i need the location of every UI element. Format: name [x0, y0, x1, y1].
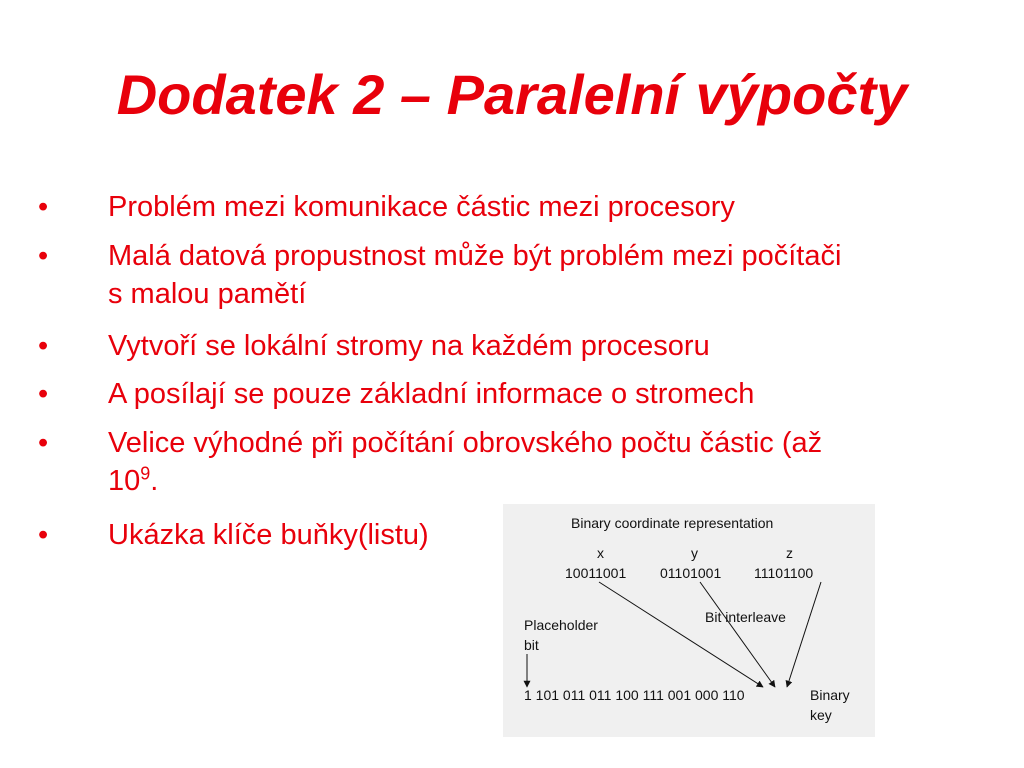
bits-z: 11101100: [754, 565, 814, 581]
bullet-marker: •: [38, 427, 49, 459]
bullet-text-continued: s malou pamětí: [108, 278, 307, 310]
arrow-x-to-key: [599, 582, 763, 687]
binary-key-label: Binary: [810, 687, 850, 703]
bullet-text-block: [108, 237, 998, 313]
exponent: 9: [140, 463, 151, 484]
placeholder-label-bit: bit: [524, 637, 539, 653]
bullet-text: Ukázka klíče buňky(listu): [108, 519, 429, 551]
bullet-marker: •: [38, 519, 49, 551]
bullet-marker: •: [38, 330, 49, 362]
diagram-heading: Binary coordinate representation: [571, 515, 774, 531]
bullet-text: A posílají se pouze základní informace o stromech: [108, 378, 755, 410]
bullet-text-tail: .: [150, 465, 159, 497]
axis-label-y: y: [691, 545, 698, 561]
binary-key-label-2: key: [810, 707, 832, 723]
bullet-marker: •: [38, 240, 49, 272]
bits-x: 10011001: [565, 565, 627, 581]
interleave-label: Bit interleave: [705, 609, 786, 625]
bullet-text: Malá datová propustnost může být problém mezi počítači: [108, 240, 842, 272]
slide-title: Dodatek 2 – Paralelní výpočty: [116, 63, 908, 126]
bullet-text: Vytvoří se lokální stromy na každém procesoru: [108, 330, 710, 362]
bullet-marker: •: [38, 191, 49, 223]
arrow-z-to-key: [787, 582, 821, 687]
bullet-text-block: [108, 424, 998, 500]
binary-key-diagram: [503, 504, 875, 737]
placeholder-label: Placeholder: [524, 617, 598, 633]
axis-label-x: x: [597, 545, 604, 561]
binary-key-value: 1 101 011 011 100 111 001 000 110: [524, 687, 745, 703]
bullet-marker: •: [38, 378, 49, 410]
axis-label-z: z: [786, 545, 793, 561]
bullet-text: Problém mezi komunikace částic mezi procesory: [108, 191, 735, 223]
bits-y: 01101001: [660, 565, 722, 581]
bullet-text: Velice výhodné při počítání obrovského počtu částic (až: [108, 427, 823, 459]
bullet-text-continued: 10: [108, 465, 141, 497]
